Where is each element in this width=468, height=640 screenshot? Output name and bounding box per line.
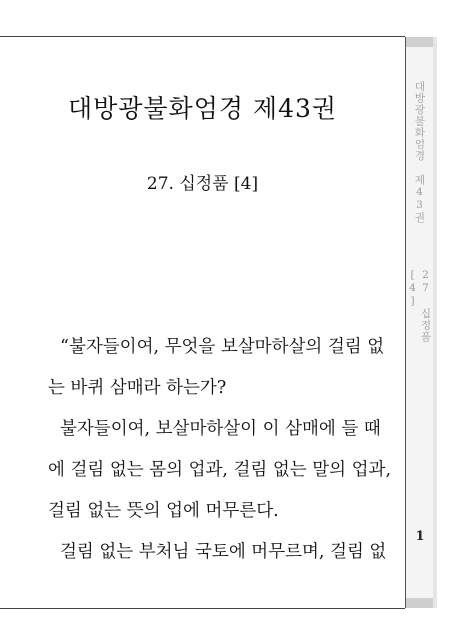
side-tab-cap-top xyxy=(406,37,434,47)
chapter-title: 27. 십정품 [4] xyxy=(146,174,259,194)
book-title: 대방광불화엄경 제43권 xyxy=(67,94,338,123)
page-number: 1 xyxy=(415,529,425,544)
page-edge-shadow xyxy=(433,37,437,608)
body-line: 걸림 없는 뜻의 업에 머무른다. xyxy=(48,501,279,521)
side-index-tab xyxy=(405,37,435,608)
bottom-border-line xyxy=(0,608,405,609)
body-line: 는 바퀴 삼매라 하는가? xyxy=(48,378,227,398)
body-line: 걸림 없는 부처님 국토에 머무르며, 걸림 없 xyxy=(60,542,387,562)
body-line: “불자들이여, 무엇을 보살마하살의 걸림 없 xyxy=(60,337,385,357)
side-book-title: 대방광불화엄경 제43권 xyxy=(413,81,426,224)
side-chapter-label: 27 십정품 [4] xyxy=(406,269,432,343)
body-line: 불자들이여, 보살마하살이 이 삼매에 들 때 xyxy=(60,419,381,439)
body-text xyxy=(48,327,392,573)
body-line: 에 걸림 없는 몸의 업과, 걸림 없는 말의 업과, xyxy=(48,460,392,480)
side-tab-cap-bottom xyxy=(406,598,434,608)
page-content xyxy=(0,37,405,608)
